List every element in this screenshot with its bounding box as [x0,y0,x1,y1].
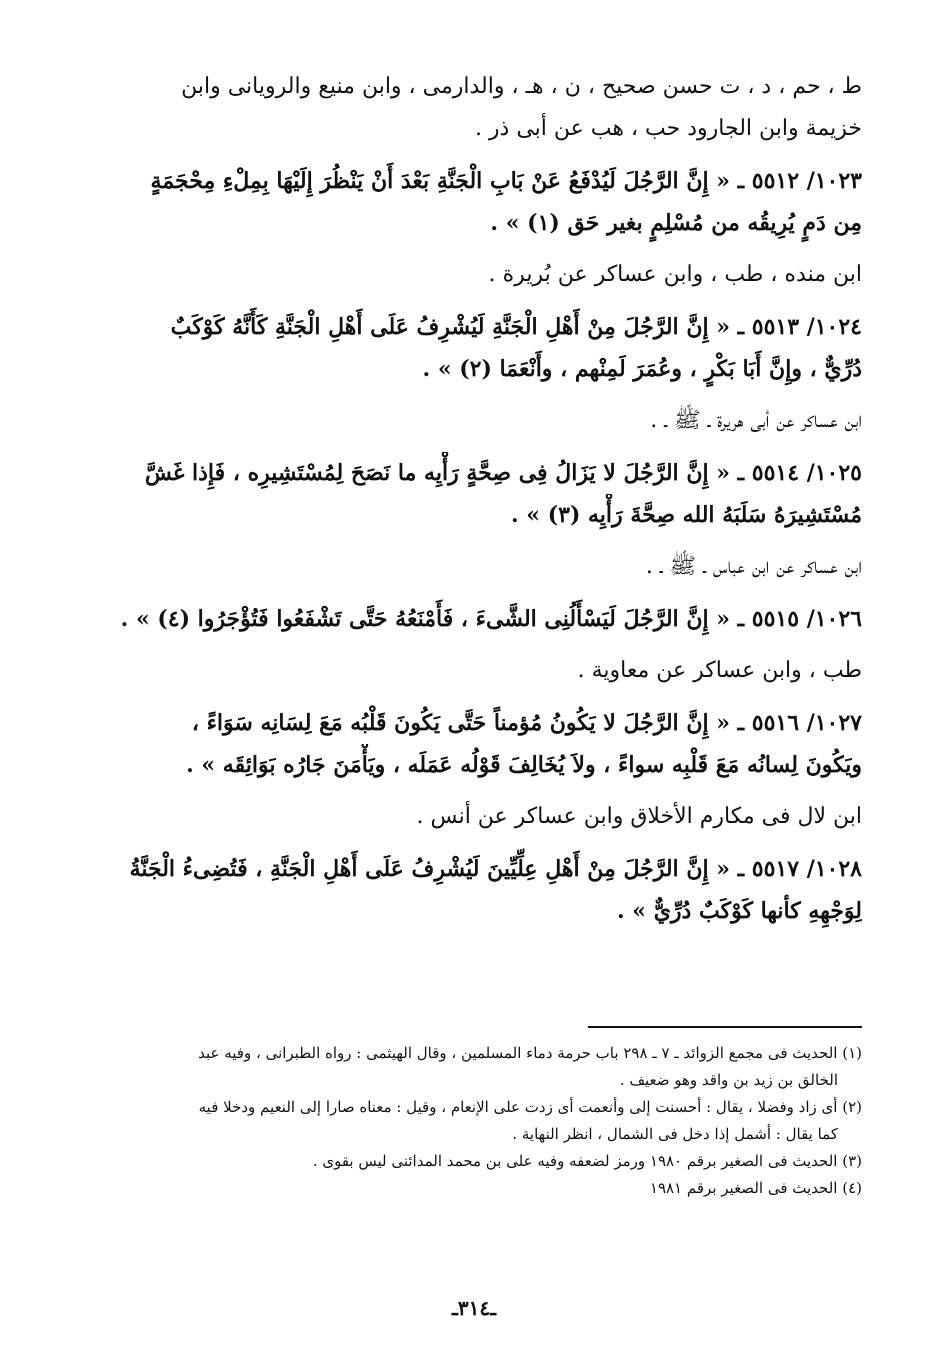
main-text [88,66,862,932]
hadith-line: ١٠٢٣/ ٥٥١٢ ـ « إِنَّ الرَّجُلَ لَيُدْفَعُ عَنْ بَابِ الْجَنَّةِ بَعْدَ أَنْ يَنْظُرَ إِلَيْهَا بِمِلْءِ مِحْجَمَةٍ [150,168,862,194]
page-number: ـ٣١٤ـ [452,1296,496,1320]
source-line: طب ، وابن عساكر عن معاوية . [577,658,862,683]
hadith-line: لِوَجْهِهِ كأنها كَوْكَبٌ دُرِّيٌّ » . [616,898,862,924]
footnotes [88,1040,862,1202]
hadith-line: ١٠٢٧/ ٥٥١٦ ـ « إِنَّ الرَّجُلَ لا يَكُونُ مُؤمناً حَتَّى يَكُونَ قَلْبُه مَعَ لِسَانِه سَوَاءً ، [191,710,862,736]
footnote-line: كما يقال : أشمل إذا دخل فى الشمال ، انظر النهاية . [512,1125,838,1143]
hadith-line: ١٠٢٨/ ٥٥١٧ ـ « إِنَّ الرَّجُلَ مِنْ أَهْلِ عِلِّيِّينَ لَيُشْرِفُ عَلَى أَهْلِ الْجَنَّةِ ، فَتُضِىءُ الْجَنَّةُ [129,856,862,882]
source-line: ابن لال فى مكارم الأخلاق وابن عساكر عن أنس . [416,804,862,829]
text-line: خزيمة وابن الجارود حب ، هب عن أبى ذر . [474,116,862,141]
footnote-line: (٢) أى زاد وفضلا ، يقال : أحسنت إلى وأنعمت أى زدت على الإنعام ، وقيل : معناه صارا إلى النعيم ودخلا فيه [198,1098,862,1116]
footnote-divider [588,1026,862,1028]
text-line: ط ، حم ، د ، ت حسن صحيح ، ن ، هـ ، والدارمى ، وابن منيع والرويانى وابن [181,74,862,99]
footnote-line: الخالق بن زيد بن واقد وهو ضعيف . [619,1071,838,1089]
source-line: ابن عساكر عن ابن عباس ـ ﷺ ـ . [645,554,862,579]
hadith-line: ويَكُونَ لِسانُه مَعَ قَلْبِه سواءً ، ولاَ يُخَالِفَ قَوْلُه عَمَلَه ، ويَأْمَنَ جَارُه بَوَائِقَه » . [186,752,862,778]
footnote-line: (٣) الحديث فى الصغير برقم ١٩٨٠ ورمز لضعفه وفيه على بن محمد المدائنى ليس بقوى . [312,1152,862,1170]
footnote-line: (٤) الحديث فى الصغير برقم ١٩٨١ [649,1179,862,1197]
hadith-line: ١٠٢٥/ ٥٥١٤ ـ « إِنَّ الرَّجُلَ لا يَزَالُ فِى صِحَّةٍ رَأْيِه ما نَصَحَ لِمُسْتَشِيرِه ، فَإِذا غَشَّ [144,460,862,486]
hadith-line: مُسْتَشِيرَهُ سَلَبَهُ الله صِحَّةَ رَأْيِه (٣) » . [510,502,862,528]
footnote-line: (١) الحديث فى مجمع الزوائد ـ ٧ ـ ٢٩٨ باب حرمة دماء المسلمين ، وقال الهيثمى : رواه الطبرانى ، وفيه عبد [198,1044,862,1062]
source-line: ابن عساكر عن أبى هريرة ـ ﷺ ـ . [650,408,862,433]
hadith-line: مِن دَمٍ يُرِيقُه من مُسْلِمٍ بغير حَق (١) » . [490,210,862,236]
hadith-line: ١٠٢٦/ ٥٥١٥ ـ « إِنَّ الرَّجُلَ لَيَسْأَلُنِى الشَّىءَ ، فَأَمْنَعُهُ حَتَّى تَشْفَعُوا فَتُؤْجَرُوا (٤) » . [120,606,862,632]
hadith-line: ١٠٢٤/ ٥٥١٣ ـ « إِنَّ الرَّجُلَ مِنْ أَهْلِ الْجَنَّةِ لَيُشْرِفُ عَلَى أَهْلِ الْجَنَّةِ كَأَنَّهُ كَوْكَبٌ [170,314,862,340]
hadith-line: دُرِّيٌّ ، وإِنَّ أَبَا بَكْرٍ ، وعُمَرَ لَمِنْهم ، وأَنْعَمَا (٢) » . [422,356,862,382]
source-line: ابن منده ، طب ، وابن عساكر عن بُريرة . [488,262,862,287]
